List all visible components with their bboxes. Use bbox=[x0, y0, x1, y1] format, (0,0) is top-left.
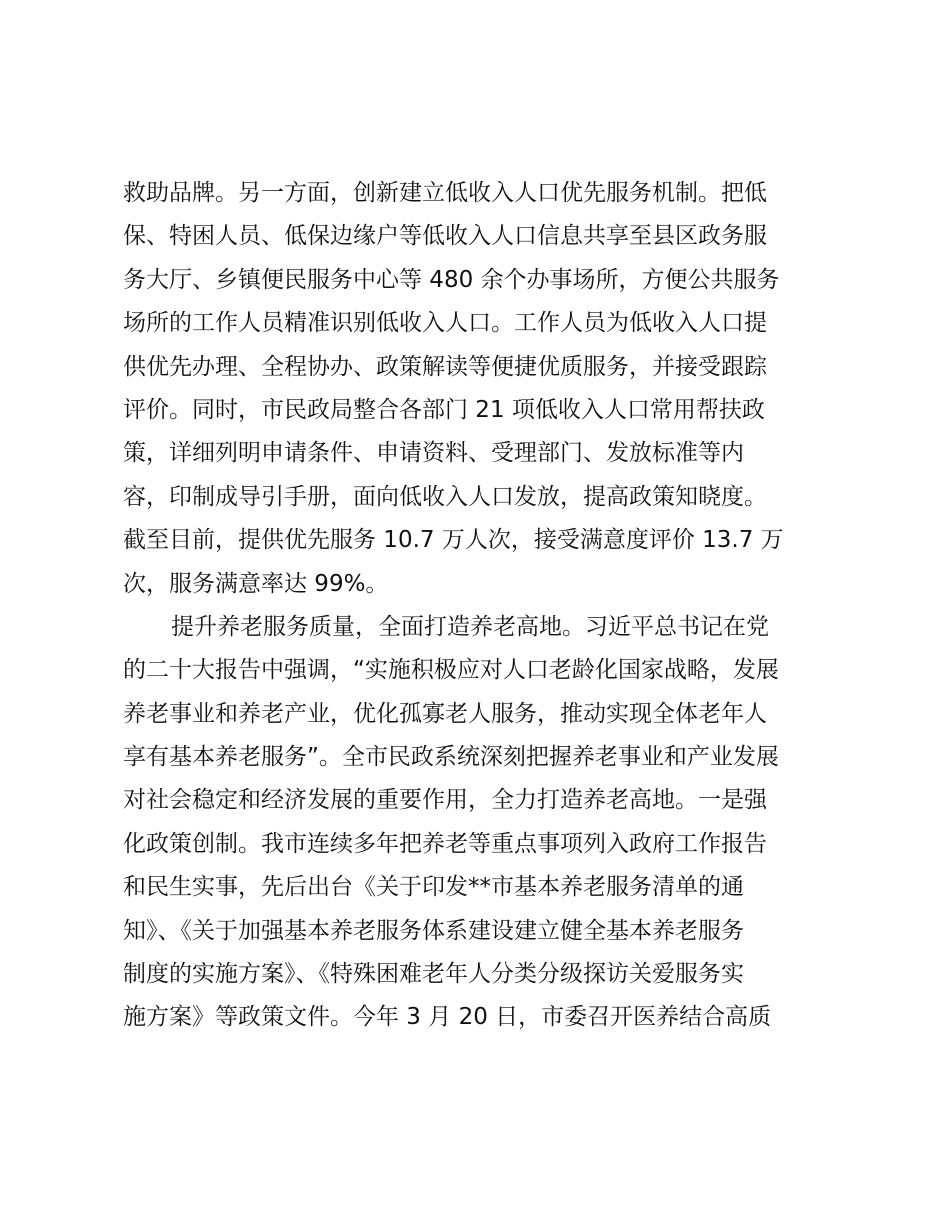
text-line: 知》、《关于加强基本养老服务体系建设建立健全基本养老服务 bbox=[123, 917, 744, 944]
text-line: 和民生实事，先后出台《关于印发**市基本养老服务清单的通 bbox=[123, 874, 744, 901]
text-line: 场所的工作人员精准识别低收入人口。工作人员为低收入人口提 bbox=[123, 310, 767, 337]
text-line: 次，服务满意率达 99%。 bbox=[123, 570, 389, 597]
text-line: 施方案》等政策文件。今年 3 月 20 日，市委召开医养结合高质 bbox=[123, 1004, 772, 1031]
text-line: 务大厅、乡镇便民服务中心等 480 余个办事场所，方便公共服务 bbox=[123, 266, 780, 293]
text-line: 评价。同时，市民政局整合各部门 21 项低收入人口常用帮扶政 bbox=[123, 396, 765, 423]
text-line: 容，印制成导引手册，面向低收入人口发放，提高政策知晓度。 bbox=[123, 483, 767, 510]
text-line: 制度的实施方案》、《特殊困难老年人分类分级探访关爱服务实 bbox=[123, 961, 744, 988]
text-line: 对社会稳定和经济发展的重要作用，全力打造养老高地。一是强 bbox=[123, 787, 767, 814]
text-line: 策，详细列明申请条件、申请资料、受理部门、发放标准等内 bbox=[123, 440, 744, 467]
text-line: 提升养老服务质量，全面打造养老高地。习近平总书记在党 bbox=[171, 613, 769, 640]
text-line: 保、特困人员、低保边缘户等低收入人口信息共享至县区政务服 bbox=[123, 223, 767, 250]
text-line: 供优先办理、全程协办、政策解读等便捷优质服务，并接受跟踪 bbox=[123, 353, 767, 380]
text-line: 救助品牌。另一方面，创新建立低收入人口优先服务机制。把低 bbox=[123, 180, 767, 206]
text-line: 养老事业和养老产业，优化孤寡老人服务，推动实现全体老年人 bbox=[123, 700, 767, 727]
paragraph-2 bbox=[123, 606, 838, 1040]
text-line: 截至目前，提供优先服务 10.7 万人次，接受满意度评价 13.7 万 bbox=[123, 527, 784, 554]
paragraph-1 bbox=[123, 172, 838, 606]
document-body bbox=[123, 172, 838, 1040]
text-line: 化政策创制。我市连续多年把养老等重点事项列入政府工作报告 bbox=[123, 830, 767, 857]
text-line: 的二十大报告中强调，“实施积极应对人口老龄化国家战略，发展 bbox=[123, 657, 779, 684]
text-line: 享有基本养老服务”。全市民政系统深刻把握养老事业和产业发展 bbox=[123, 744, 779, 771]
